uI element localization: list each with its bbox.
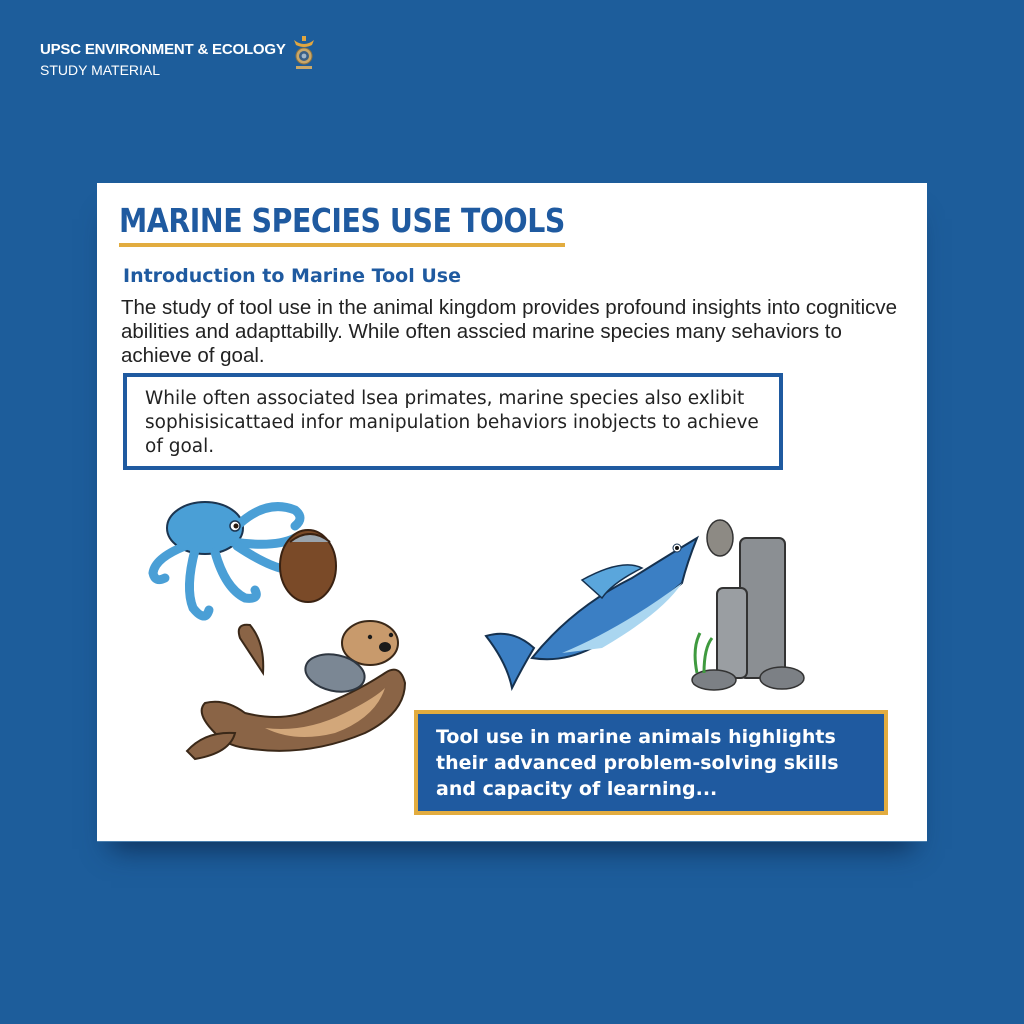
brand-header [40, 40, 318, 80]
content-card [97, 183, 927, 841]
brand-title: UPSC ENVIRONMENT & ECOLOGY [40, 41, 286, 58]
otter-icon [185, 613, 445, 763]
fish-icon [482, 508, 827, 698]
brand-subtitle: STUDY MATERIAL [40, 62, 161, 78]
callout-box: Tool use in marine animals highlights their advanced problem-solving skills and capacity of learning... [414, 710, 888, 815]
quote-box: While often associated lsea primates, marine species also exlibit sophisisicattaed infor manipulation behaviors inobjects to achieve of goal. [123, 373, 783, 470]
page-title: MARINE SPECIES USE TOOLS [119, 201, 565, 240]
intro-paragraph: The study of tool use in the animal kingdom provides profound insights into cogniticve abilities and adapttabilly. While often asscied marine species many sehaviors to achieve of goal. [121, 296, 898, 367]
section-subtitle: Introduction to Marine Tool Use [123, 265, 461, 287]
title-underline [119, 243, 565, 247]
brand-text [40, 40, 286, 80]
lamp-emblem-icon [290, 34, 318, 74]
